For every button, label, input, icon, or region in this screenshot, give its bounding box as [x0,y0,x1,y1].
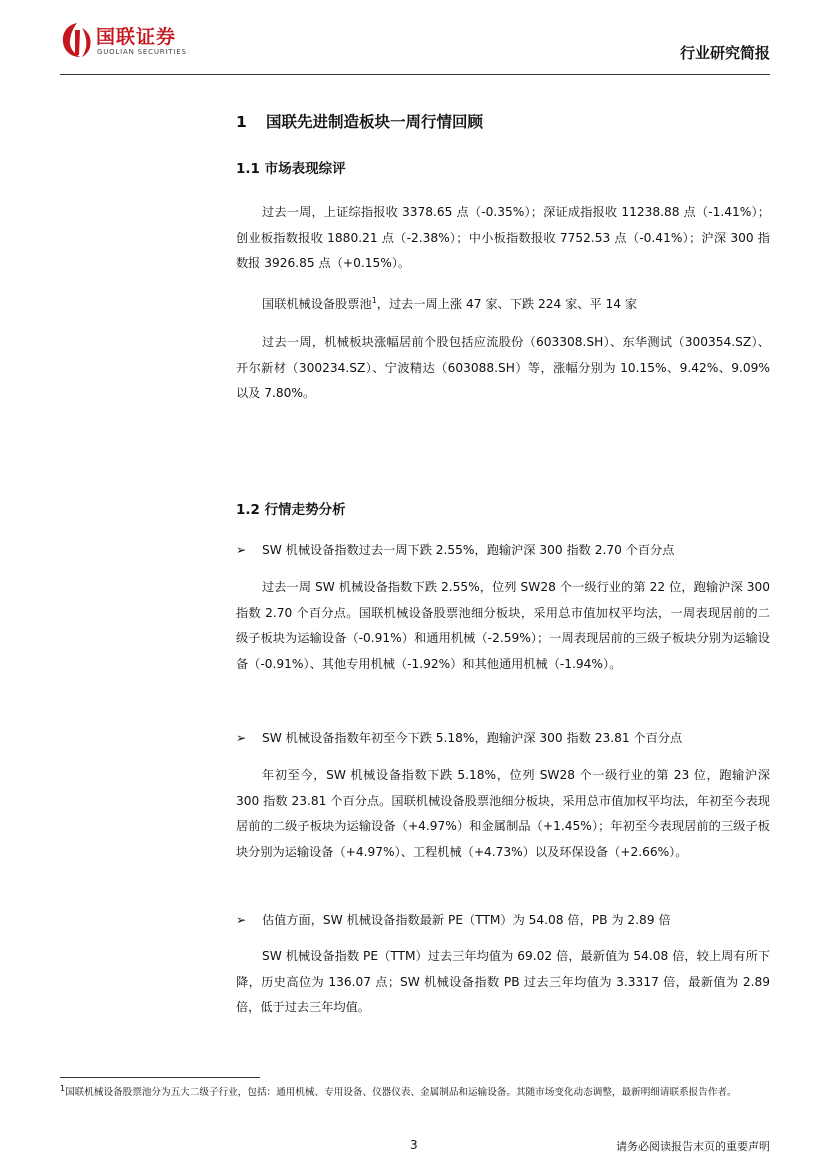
brand-name-en: GUOLIAN SECURITIES [97,48,187,56]
arrow-bullet-icon: ➢ [236,731,247,745]
stock-pool-stats: ，过去一周上涨 47 家、下跌 224 家、平 14 家 [376,297,638,311]
report-type-label: 行业研究简报 [679,44,770,62]
guolian-logo-icon [60,20,94,60]
company-logo [60,14,230,64]
bullet-valuation [236,908,770,934]
bullet-text: SW 机械设备指数过去一周下跌 2.55%，跑输沪深 300 指数 2.70 个百分点 [262,543,675,557]
ytd-analysis-paragraph: 年初至今，SW 机械设备指数下跌 5.18%，位列 SW28 个一级行业的第 23 位，跑输沪深 300 指数 23.81 个百分点。国联机械设备股票池细分板块，采用总市值加权平均法，年初至今表现居前的二级子板块为运输设备（+4.97%）和金属制品（+1.45%）；年初至今表现居前的三级子板块分别为运输设备（+4.97%）、工程机械（+4.73%）以及环保设备（+2.66%）。 [236,768,770,859]
footnote-divider [60,1077,260,1078]
valuation-paragraph: SW 机械设备指数 PE（TTM）过去三年均值为 69.02 倍，最新值为 54.08 倍，较上周有所下降，历史高位为 136.07 点；SW 机械设备指数 PB 过去三年均值为 3.3317 倍，最新值为 2.89 倍，低于过去三年均值。 [236,949,770,1014]
arrow-bullet-icon: ➢ [236,543,247,557]
section-1-2-heading: 1.2 行情走势分析 [236,502,346,518]
footnote-text: 国联机械设备股票池分为五大二级子行业，包括：通用机械、专用设备、仪器仪表、金属制品和运输设备。其随市场变化动态调整，最新明细请联系报告作者。 [65,1087,737,1098]
weekly-analysis-paragraph: 过去一周 SW 机械设备指数下跌 2.55%，位列 SW28 个一级行业的第 22 位，跑输沪深 300 指数 2.70 个百分点。国联机械设备股票池细分板块，采用总市值加权平均法，一周表现居前的二级子板块为运输设备（-0.91%）和通用机械（-2.59%）；一周表现居前的三级子板块分别为运输设备（-0.91%）、其他专用机械（-1.92%）和其他通用机械（-1.94%）。 [236,580,770,671]
page-header [60,14,770,64]
bullet-ytd-performance [236,726,770,752]
header-divider [60,74,770,75]
bullet-text: SW 机械设备指数年初至今下跌 5.18%，跑输沪深 300 指数 23.81 个百分点 [262,731,683,745]
footer-disclaimer: 请务必阅读报告末页的重要声明 [616,1140,770,1153]
stock-pool-paragraph [236,292,770,318]
footnote [60,1084,770,1101]
section-1-1-heading: 1.1 市场表现综评 [236,161,346,177]
stock-pool-text: 国联机械设备股票池 [262,297,372,311]
market-summary-paragraph: 过去一周，上证综指报收 3378.65 点（-0.35%）；深证成指报收 11238.88 点（-1.41%）；创业板指数报收 1880.21 点（-2.38%）；中小板指数报收 7752.53 点（-0.41%）；沪深 300 指数报 3926.85 点（+0.15%）。 [236,205,770,270]
section-1-title: 国联先进制造板块一周行情回顾 [266,113,484,131]
brand-name-cn: 国联证券 [96,26,177,48]
page-number: 3 [410,1138,418,1152]
footnote-mark: 1 [60,1083,66,1093]
top-gainers-paragraph: 过去一周，机械板块涨幅居前个股包括应流股份（603308.SH）、东华测试（300354.SZ）、开尔新材（300234.SZ）、宁波精达（603088.SH）等，涨幅分别为 10.15%、9.42%、9.09%以及 7.80%。 [236,335,770,400]
arrow-bullet-icon: ➢ [236,913,247,927]
bullet-text: 估值方面，SW 机械设备指数最新 PE（TTM）为 54.08 倍，PB 为 2.89 倍 [262,913,671,927]
footnote-reference[interactable]: 1 [371,295,377,305]
bullet-weekly-performance [236,538,770,564]
section-1-number: 1 [236,113,247,131]
section-1-heading [236,110,483,132]
